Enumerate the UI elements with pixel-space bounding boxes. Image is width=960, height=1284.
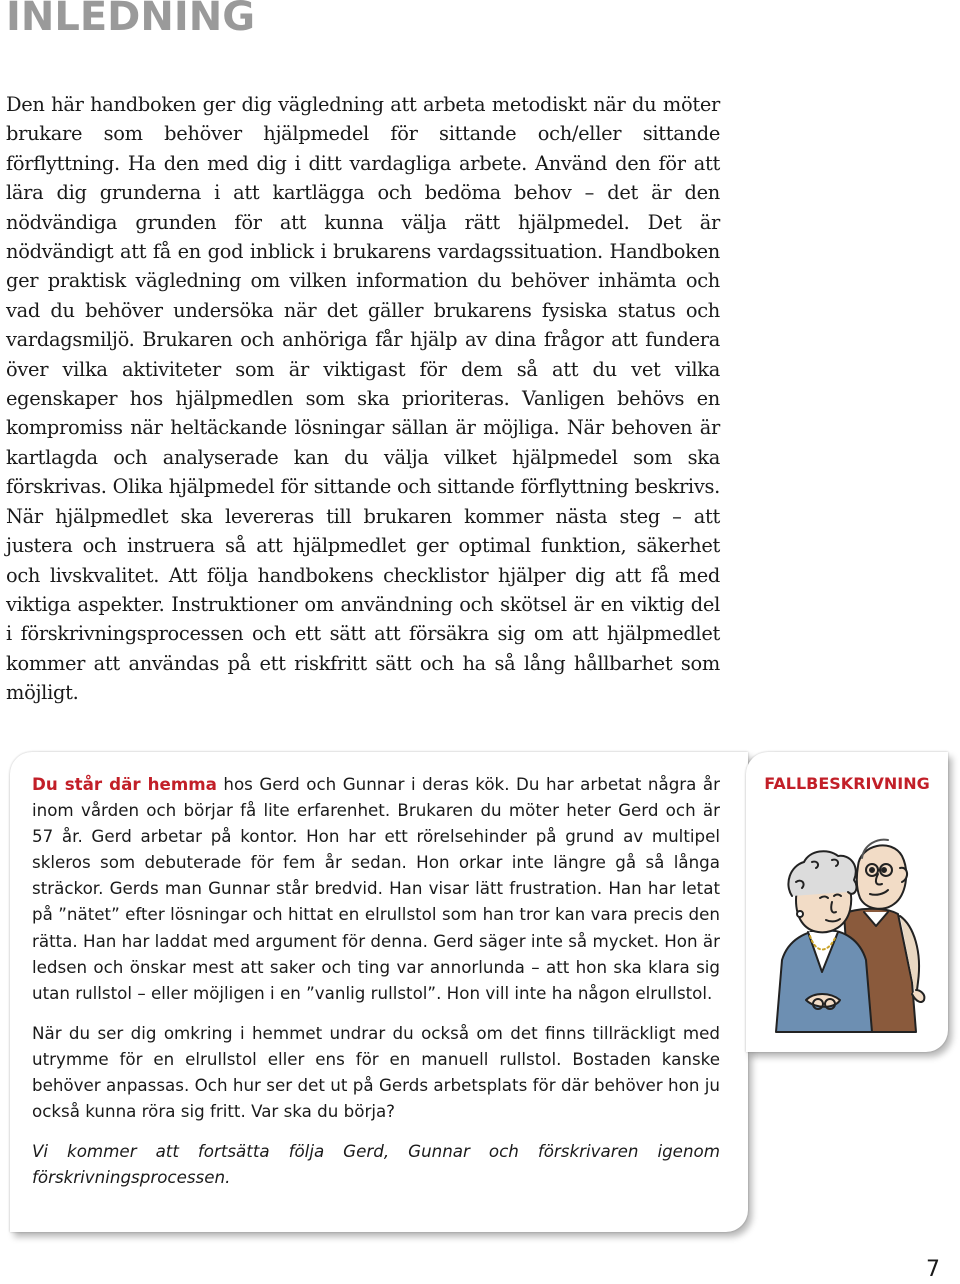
case-side-panel [746, 752, 948, 1052]
case-paragraph-2: När du ser dig omkring i hemmet undrar du också om det finns tillräckligt med utrymme för en elrullstol eller ens för en manuell rullstol. Bostaden kanske behöver anpassas. Och hur ser det ut på Gerds arbetsplats för där behöver hon ju också kunna röra sig fritt. Var ska du börja? [32, 1022, 720, 1122]
page-heading: INLEDNING [6, 0, 256, 40]
case-label: FALLBESKRIVNING [764, 774, 930, 793]
intro-paragraph: Den här handboken ger dig vägledning att arbeta metodiskt när du möter brukare som behöver hjälpmedel för sittande och/eller sittande förflyttning. Ha den med dig i ditt vardagliga arbete. Använd den för att lära dig grunderna i att kartlägga och bedöma behov – det är den nödvändiga grunden för att kunna välja rätt hjälpmedel. Det är nödvändigt att få en god inblick i brukarens vardagssituation. Handboken ger praktisk vägledning om vilken information du behöver inhämta och vad du behöver undersöka när det gäller brukarens fysiska status och vardagsmiljö. Brukaren och anhöriga får hjälp av dina frågor att fundera över vilka aktiviteter som är viktigast för dem så att du vet vilka egenskaper hos hjälpmedlen som ska prioriteras. Vanligen behövs en kompromiss när heltäckande lösningar sällan är möjliga. När behoven är kartlagda och analyserade kan du välja vilket hjälpmedel som ska förskrivas. Olika hjälpmedel för sittande och sittande förflyttning beskrivs. När hjälpmedlet ska levereras till brukaren kommer nästa steg – att justera och instruera så att hjälpmedlet ger optimal funktion, säkerhet och livskvalitet. Att följa handbokens checklistor hjälper dig att få med viktiga aspekter. Instruktioner om användning och skötsel är en viktig del i förskrivningsprocessen och ett sätt att försäkra sig om att hjälpmedlet kommer att användas på ett riskfritt sätt och ha så lång hållbarhet som möjligt. [6, 93, 720, 705]
case-paragraph-1 [32, 771, 720, 1006]
case-text [32, 771, 720, 1190]
page-number: 7 [926, 1257, 940, 1282]
case-paragraph-3: Vi kommer att fortsätta följa Gerd, Gunnar och förskrivaren igenom förskrivningsprocessen. [32, 1141, 720, 1188]
couple-illustration-icon [766, 822, 936, 1042]
case-paragraph-1-text: hos Gerd och Gunnar i deras kök. Du har arbetat några år inom vården och börjar få lite erfarenhet. Brukaren du möter heter Gerd och är 57 år. Gerd arbetar på kontor. Hon har ett rörelsehinder på grund av multipel skleros som debuterade för fem år sedan. Hon orkar inte längre gå så långa sträckor. Gerds man Gunnar står bredvid. Han visar lätt frustration. Han har letat på ”nätet” efter lösningar och hittat en elrullstol som han tror kan vara precis den rätta. Han har laddat med argument för denna. Gerd säger inte så mycket. Hon är ledsen och önskar mest att saker och ting var annorlunda – att hon ska klara sig utan rullstol – eller möjligen i en ”vanlig rullstol”. Hon vill inte ha någon elrullstol. [32, 774, 720, 1003]
case-lead: Du står där hemma [32, 774, 217, 794]
